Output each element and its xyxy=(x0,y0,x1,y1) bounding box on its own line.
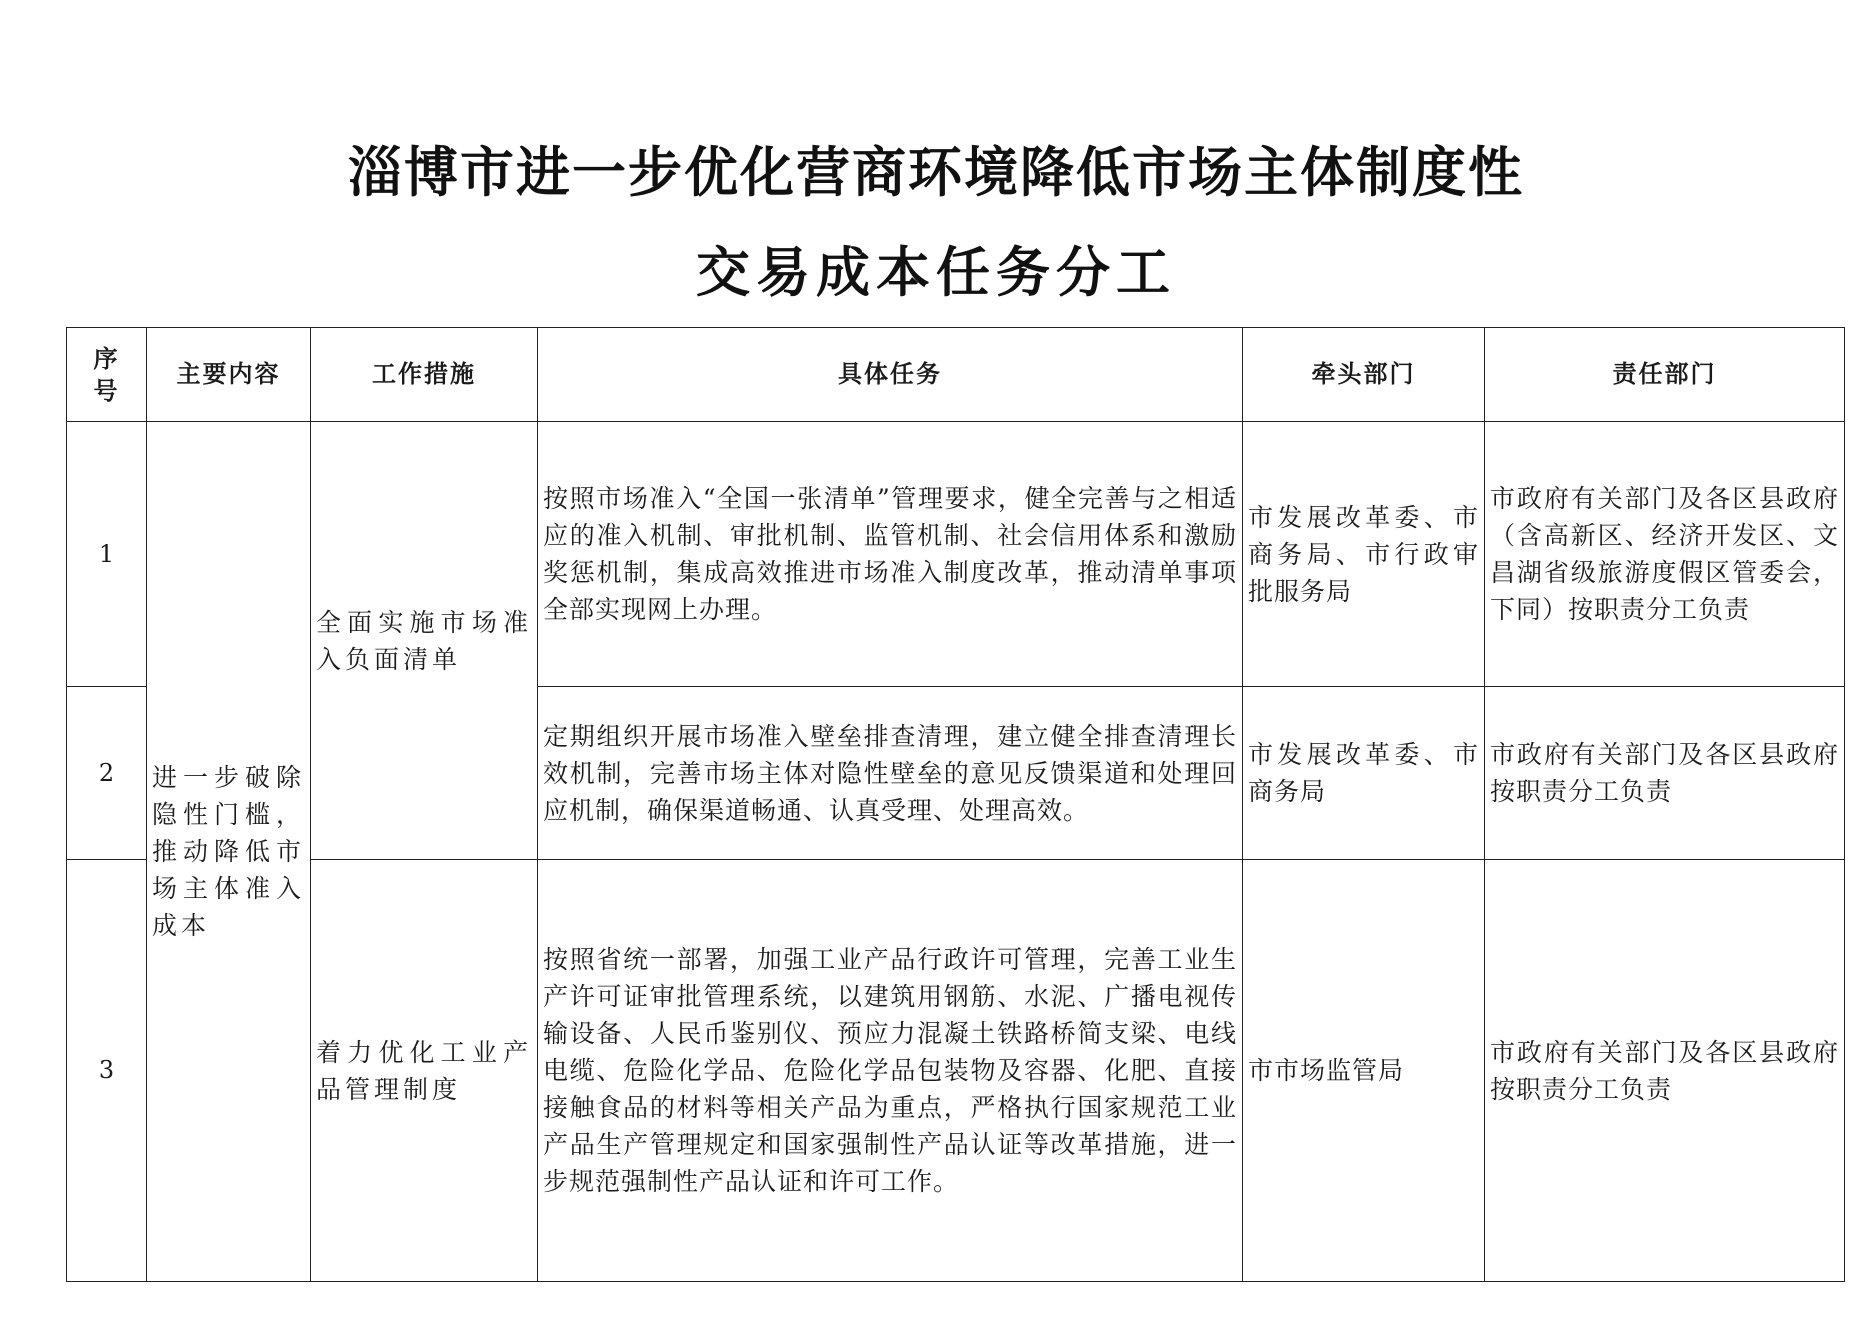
header-resp-dept: 责任部门 xyxy=(1485,328,1845,422)
document-title-line1: 淄博市进一步优化营商环境降低市场主体制度性 xyxy=(348,140,1524,204)
row-seq: 2 xyxy=(67,687,147,860)
header-main-content: 主要内容 xyxy=(147,328,311,422)
lead-dept-cell: 市发展改革委、市商务局、市行政审批服务局 xyxy=(1243,422,1485,687)
measure-cell: 着力优化工业产品管理制度 xyxy=(311,860,538,1282)
header-seq xyxy=(67,328,147,422)
document-title-line2: 交易成本任务分工 xyxy=(696,240,1176,304)
table-row xyxy=(67,860,1845,1282)
table-header-row xyxy=(67,328,1845,422)
task-cell: 按照市场准入“全国一张清单”管理要求，健全完善与之相适应的准入机制、审批机制、监管机制、社会信用体系和激励奖惩机制，集成高效推进市场准入制度改革，推动清单事项全部实现网上办理。 xyxy=(538,422,1243,687)
lead-dept-cell: 市市场监管局 xyxy=(1243,860,1485,1282)
lead-dept-cell: 市发展改革委、市商务局 xyxy=(1243,687,1485,860)
row-seq: 3 xyxy=(67,860,147,1282)
resp-dept-cell: 市政府有关部门及各区县政府按职责分工负责 xyxy=(1485,687,1845,860)
resp-dept-cell: 市政府有关部门及各区县政府（含高新区、经济开发区、文昌湖省级旅游度假区管委会，下同）按职责分工负责 xyxy=(1485,422,1845,687)
task-cell: 按照省统一部署，加强工业产品行政许可管理，完善工业生产许可证审批管理系统，以建筑用钢筋、水泥、广播电视传输设备、人民币鉴别仪、预应力混凝土铁路桥简支梁、电线电缆、危险化学品、危险化学品包装物及容器、化肥、直接接触食品的材料等相关产品为重点，严格执行国家规范工业产品生产管理规定和国家强制性产品认证等改革措施，进一步规范强制性产品认证和许可工作。 xyxy=(538,860,1243,1282)
task-cell: 定期组织开展市场准入壁垒排查清理，建立健全排查清理长效机制，完善市场主体对隐性壁垒的意见反馈渠道和处理回应机制，确保渠道畅通、认真受理、处理高效。 xyxy=(538,687,1243,860)
resp-dept-cell: 市政府有关部门及各区县政府按职责分工负责 xyxy=(1485,860,1845,1282)
table-row xyxy=(67,422,1845,687)
row-seq: 1 xyxy=(67,422,147,687)
main-content-cell: 进一步破除隐性门槛，推动降低市场主体准入成本 xyxy=(147,422,311,1282)
header-seq-label: 序号 xyxy=(93,344,120,405)
task-division-table xyxy=(66,327,1845,1282)
header-tasks: 具体任务 xyxy=(538,328,1243,422)
header-lead-dept: 牵头部门 xyxy=(1243,328,1485,422)
header-measures: 工作措施 xyxy=(311,328,538,422)
measure-cell: 全面实施市场准入负面清单 xyxy=(311,422,538,860)
